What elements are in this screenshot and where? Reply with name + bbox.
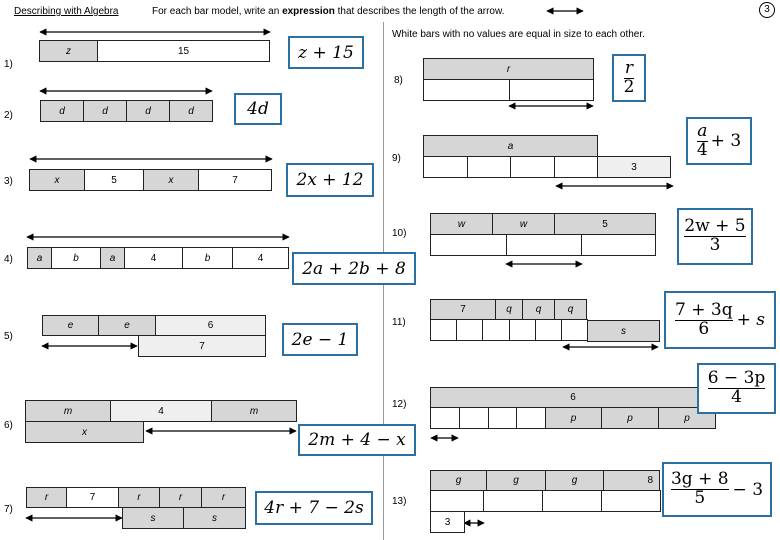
q2-number: 2): [4, 110, 13, 121]
q4-number: 4): [4, 254, 13, 265]
instruction-pre: For each bar model, write an: [152, 6, 283, 17]
q9-answer-tail: + 3: [710, 131, 742, 151]
q4-bar-4b: 4: [232, 247, 289, 269]
q12-answer: [697, 363, 776, 414]
q10-bar-5: 5: [554, 213, 656, 235]
q11-number: 11): [392, 317, 406, 328]
q10-bar-blank2: [506, 234, 582, 256]
q5-bar-6: 6: [155, 315, 266, 336]
q11-bar-blank2: [456, 319, 483, 341]
q13-answer-tail: − 3: [732, 479, 764, 500]
q12-bar-p3: p: [658, 407, 716, 429]
q9-bar-blank1: [423, 156, 468, 178]
q3-bar-5: 5: [84, 169, 144, 191]
q7-bar-s1: s: [122, 507, 184, 529]
q13-bar-g1: g: [430, 470, 487, 491]
q2-answer: 4d: [234, 93, 282, 125]
worksheet-number-badge: 3: [759, 2, 775, 18]
q6-bar-m2: m: [211, 400, 297, 422]
q13-bar-blank3: [542, 490, 602, 512]
q12-bar-blank1: [430, 407, 460, 429]
q10-bar-w2: w: [492, 213, 555, 235]
q1-answer: z + 15: [288, 36, 364, 69]
q6-bar-4: 4: [110, 400, 212, 422]
q2-bar-d4: d: [169, 100, 213, 122]
q9-number: 9): [392, 153, 401, 164]
q3-bar-x1: x: [29, 169, 85, 191]
q13-bar-g3: g: [545, 470, 604, 491]
q11-answer-num: 7 + 3q: [675, 299, 733, 320]
q8-bar-r: r: [423, 58, 594, 80]
q13-bar-blank4: [601, 490, 661, 512]
q9-bar-blank2: [467, 156, 511, 178]
q11-answer-tail: + s: [736, 310, 765, 330]
q10-bar-w1: w: [430, 213, 493, 235]
q12-bar-blank3: [488, 407, 517, 429]
q4-bar-a1: a: [27, 247, 52, 269]
q10-number: 10): [392, 228, 407, 239]
q7-answer: 4r + 7 − 2s: [255, 491, 373, 525]
q8-bar-blank2: [509, 79, 594, 101]
q13-bar-blank2: [483, 490, 543, 512]
q6-answer: 2m + 4 − x: [298, 424, 416, 456]
q7-bar-7: 7: [66, 487, 119, 508]
q3-answer: 2x + 12: [286, 163, 374, 197]
instruction-post: that describes the length of the arrow.: [334, 6, 505, 17]
q7-bar-r1: r: [26, 487, 67, 508]
q11-bar-q3: q: [554, 299, 587, 320]
q12-answer-den: 4: [731, 387, 742, 407]
q9-answer-den: 4: [696, 139, 708, 160]
q11-answer-den: 6: [698, 318, 710, 339]
q5-bar-e1: e: [42, 315, 99, 336]
q7-bar-r4: r: [201, 487, 246, 508]
q11-bar-blank6: [561, 319, 588, 341]
q2-bar-d1: d: [40, 100, 84, 122]
q10-bar-blank1: [430, 234, 507, 256]
q10-answer-num: 2w + 5: [684, 216, 746, 237]
q10-bar-blank3: [581, 234, 656, 256]
q4-bar-b1: b: [51, 247, 101, 269]
q11-bar-7: 7: [430, 299, 496, 320]
q13-bar-blank1: [430, 490, 484, 512]
q7-number: 7): [4, 504, 13, 515]
q11-answer: [664, 291, 776, 349]
q6-number: 6): [4, 420, 13, 431]
q12-number: 12): [392, 399, 407, 410]
q2-bar-d3: d: [126, 100, 170, 122]
q12-bar-6: 6: [430, 387, 716, 408]
right-column-note: White bars with no values are equal in size to each other.: [392, 29, 645, 40]
q8-bar-blank1: [423, 79, 510, 101]
instruction-bold: expression: [282, 6, 335, 17]
q13-bar-8: 8: [603, 470, 660, 491]
q9-bar-blank3: [510, 156, 555, 178]
q13-answer-den: 5: [694, 488, 706, 508]
q13-number: 13): [392, 496, 407, 507]
q13-answer: [662, 462, 772, 517]
q13-answer-num: 3g + 8: [670, 469, 729, 490]
q6-bar-m1: m: [25, 400, 111, 422]
q5-bar-e2: e: [98, 315, 156, 336]
q8-answer-den: 2: [623, 76, 635, 97]
q11-bar-blank1: [430, 319, 457, 341]
q6-bar-x: x: [25, 421, 144, 443]
q12-bar-p1: p: [545, 407, 602, 429]
q7-bar-r3: r: [159, 487, 202, 508]
q12-bar-p2: p: [601, 407, 659, 429]
q3-bar-7: 7: [198, 169, 272, 191]
q11-bar-s: s: [587, 320, 660, 342]
q4-bar-4a: 4: [124, 247, 183, 269]
q8-answer-num: r: [624, 57, 634, 78]
q11-bar-blank5: [535, 319, 562, 341]
q9-bar-a: a: [423, 135, 598, 157]
q3-number: 3): [4, 176, 13, 187]
q12-bar-blank2: [459, 407, 489, 429]
q9-bar-3: 3: [597, 156, 671, 178]
q5-answer: 2e − 1: [282, 323, 358, 356]
q12-bar-blank4: [516, 407, 546, 429]
q11-bar-blank4: [509, 319, 536, 341]
q3-bar-x2: x: [143, 169, 199, 191]
q7-bar-s2: s: [183, 507, 246, 529]
q8-answer: [612, 54, 646, 102]
q4-bar-a2: a: [100, 247, 125, 269]
q7-bar-r2: r: [118, 487, 160, 508]
q5-number: 5): [4, 331, 13, 342]
q1-bar-z: z: [39, 40, 98, 62]
q2-bar-d2: d: [83, 100, 127, 122]
q4-bar-b2: b: [182, 247, 233, 269]
q9-answer: [686, 117, 752, 165]
q10-answer-den: 3: [709, 235, 721, 255]
q8-number: 8): [394, 75, 403, 86]
q1-bar-15: 15: [97, 40, 270, 62]
q10-answer: [677, 208, 753, 265]
q13-bar-3: 3: [430, 511, 465, 533]
q9-bar-blank4: [554, 156, 598, 178]
worksheet-title: Describing with Algebra: [14, 6, 119, 17]
q1-number: 1): [4, 59, 13, 70]
q12-answer-num: 6 − 3p: [707, 368, 766, 389]
q11-bar-blank3: [482, 319, 510, 341]
q11-bar-q2: q: [522, 299, 555, 320]
q11-bar-q1: q: [495, 299, 523, 320]
q13-bar-g2: g: [486, 470, 546, 491]
q5-bar-7: 7: [138, 335, 266, 357]
q4-answer: 2a + 2b + 8: [292, 252, 416, 285]
q9-answer-num: a: [697, 120, 708, 141]
